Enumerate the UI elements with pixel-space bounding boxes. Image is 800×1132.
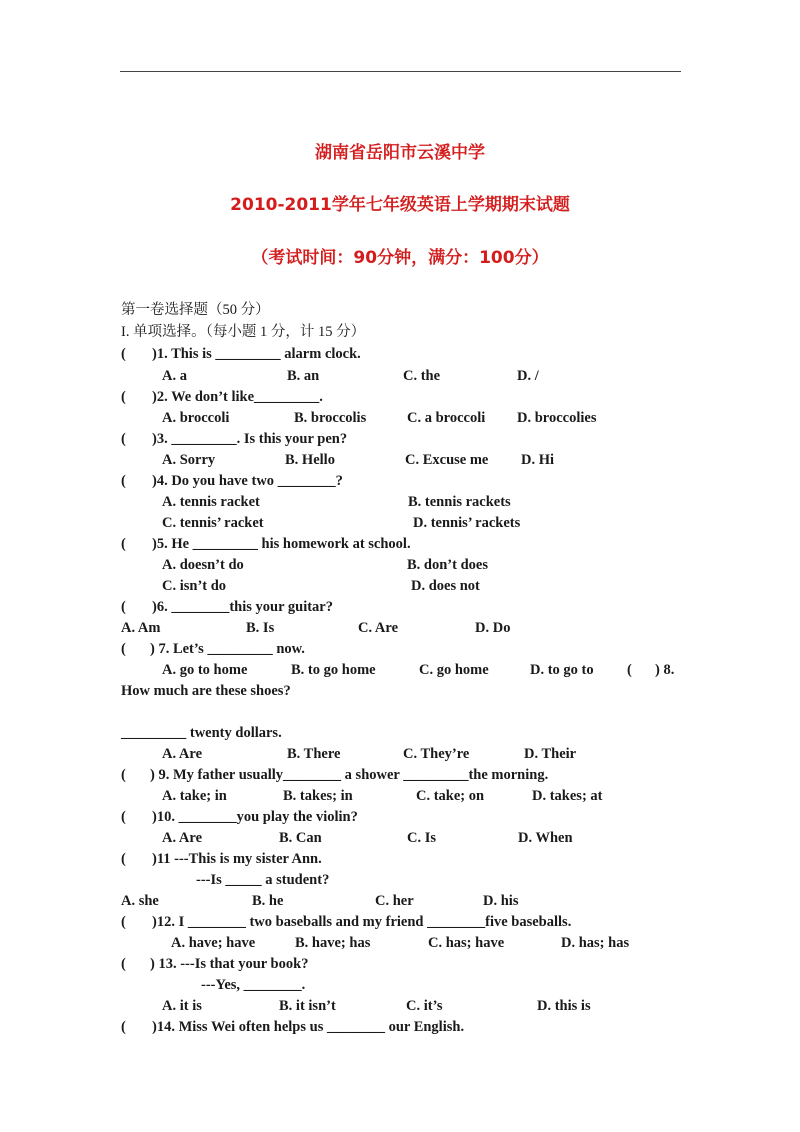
option-a: A. Are — [162, 830, 203, 846]
question-stem: )4. Do you have two ________? — [152, 473, 343, 489]
option-d: D. Hi — [521, 452, 555, 468]
answer-paren: ( — [121, 956, 126, 972]
section-instruction: I. 单项选择。（每小题 1 分，计 15 分） — [121, 324, 366, 340]
answer-paren: ( — [627, 662, 632, 678]
question-stem-line2: ---Yes, ________. — [201, 977, 306, 993]
option-b: B. There — [287, 746, 341, 762]
option-c: C. has; have — [428, 935, 505, 951]
question-stem: )5. He _________ his homework at school. — [152, 536, 411, 552]
exam-title: 2010-2011学年七年级英语上学期期末试题 — [230, 195, 570, 215]
answer-paren: ( — [121, 473, 126, 489]
answer-paren: ( — [121, 914, 126, 930]
option-c: C. Are — [358, 620, 399, 636]
option-a: A. a — [162, 368, 187, 384]
option-b: B. an — [287, 368, 320, 384]
option-c: C. go home — [419, 662, 489, 678]
option-b: B. have; has — [295, 935, 371, 951]
option-a: A. it is — [162, 998, 202, 1014]
question-stem: )6. ________this your guitar? — [152, 599, 333, 615]
option-b: B. tennis rackets — [408, 494, 511, 510]
option-a: A. Am — [121, 620, 161, 636]
answer-paren: ( — [121, 431, 126, 447]
answer-paren: ( — [121, 599, 126, 615]
option-d: D. his — [483, 893, 519, 909]
option-a: A. go to home — [162, 662, 248, 678]
question-stem: ) 7. Let’s _________ now. — [150, 641, 305, 657]
option-a: A. she — [121, 893, 159, 909]
answer-paren: ( — [121, 389, 126, 405]
option-d: D. takes; at — [532, 788, 603, 804]
question-stem: )10. ________you play the violin? — [152, 809, 358, 825]
option-d: D. Do — [475, 620, 511, 636]
school-name: 湖南省岳阳市云溪中学 — [315, 143, 485, 163]
answer-line: _________ twenty dollars. — [121, 725, 282, 741]
option-c: C. isn’t do — [162, 578, 227, 594]
option-d: D. / — [517, 368, 539, 384]
option-c: C. a broccoli — [407, 410, 486, 426]
option-b: B. it isn’t — [279, 998, 336, 1014]
option-b: B. he — [252, 893, 284, 909]
option-c: C. Is — [407, 830, 437, 846]
option-d: D. does not — [411, 578, 480, 594]
option-a: A. tennis racket — [162, 494, 260, 510]
question-stem: )11 ---This is my sister Ann. — [152, 851, 322, 867]
answer-paren: ( — [121, 809, 126, 825]
option-b: B. Hello — [285, 452, 335, 468]
option-d: D. Their — [524, 746, 577, 762]
answer-paren: ( — [121, 1019, 126, 1035]
question-stem: )2. We don’t like_________. — [152, 389, 323, 405]
question-stem: )1. This is _________ alarm clock. — [152, 346, 361, 362]
question-stem: ) 13. ---Is that your book? — [150, 956, 309, 972]
option-c: C. take; on — [416, 788, 485, 804]
question-stem-continued: How much are these shoes? — [121, 683, 291, 699]
option-c: C. her — [375, 893, 414, 909]
option-b: B. takes; in — [283, 788, 353, 804]
option-c: C. Excuse me — [405, 452, 489, 468]
answer-paren: ( — [121, 346, 126, 362]
option-d: D. broccolies — [517, 410, 597, 426]
option-c: C. it’s — [406, 998, 443, 1014]
option-b: B. Can — [279, 830, 322, 846]
option-a: A. have; have — [171, 935, 256, 951]
option-a: A. take; in — [162, 788, 227, 804]
option-d: D. When — [518, 830, 573, 846]
option-a: A. Are — [162, 746, 203, 762]
answer-paren: ( — [121, 851, 126, 867]
option-b: B. don’t does — [407, 557, 488, 573]
option-c: C. They’re — [403, 746, 470, 762]
question-stem: )12. I ________ two baseballs and my friend ________five baseballs. — [152, 914, 572, 930]
question-stem-line2: ---Is _____ a student? — [196, 872, 330, 888]
header-rule — [120, 71, 681, 72]
answer-paren: ( — [121, 767, 126, 783]
option-a: A. broccoli — [162, 410, 230, 426]
option-c: C. tennis’ racket — [162, 515, 264, 531]
option-c: C. the — [403, 368, 441, 384]
answer-paren: ( — [121, 536, 126, 552]
option-d: D. this is — [537, 998, 591, 1014]
option-d: D. tennis’ rackets — [413, 515, 521, 531]
option-d: D. to go to — [530, 662, 594, 678]
question-stem: ) 8. — [655, 662, 675, 678]
option-b: B. Is — [246, 620, 275, 636]
part-title: 第一卷选择题（50 分） — [121, 302, 270, 318]
exam-duration: （考试时间：90分钟，满分：100分） — [251, 248, 549, 268]
answer-paren: ( — [121, 641, 126, 657]
question-stem: )3. _________. Is this your pen? — [152, 431, 348, 447]
option-d: D. has; has — [561, 935, 630, 951]
question-stem: ) 9. My father usually________ a shower _________the morning. — [150, 767, 549, 783]
option-b: B. to go home — [291, 662, 376, 678]
question-stem: )14. Miss Wei often helps us ________ our English. — [152, 1019, 465, 1035]
option-b: B. broccolis — [294, 410, 367, 426]
option-a: A. Sorry — [162, 452, 216, 468]
option-a: A. doesn’t do — [162, 557, 244, 573]
